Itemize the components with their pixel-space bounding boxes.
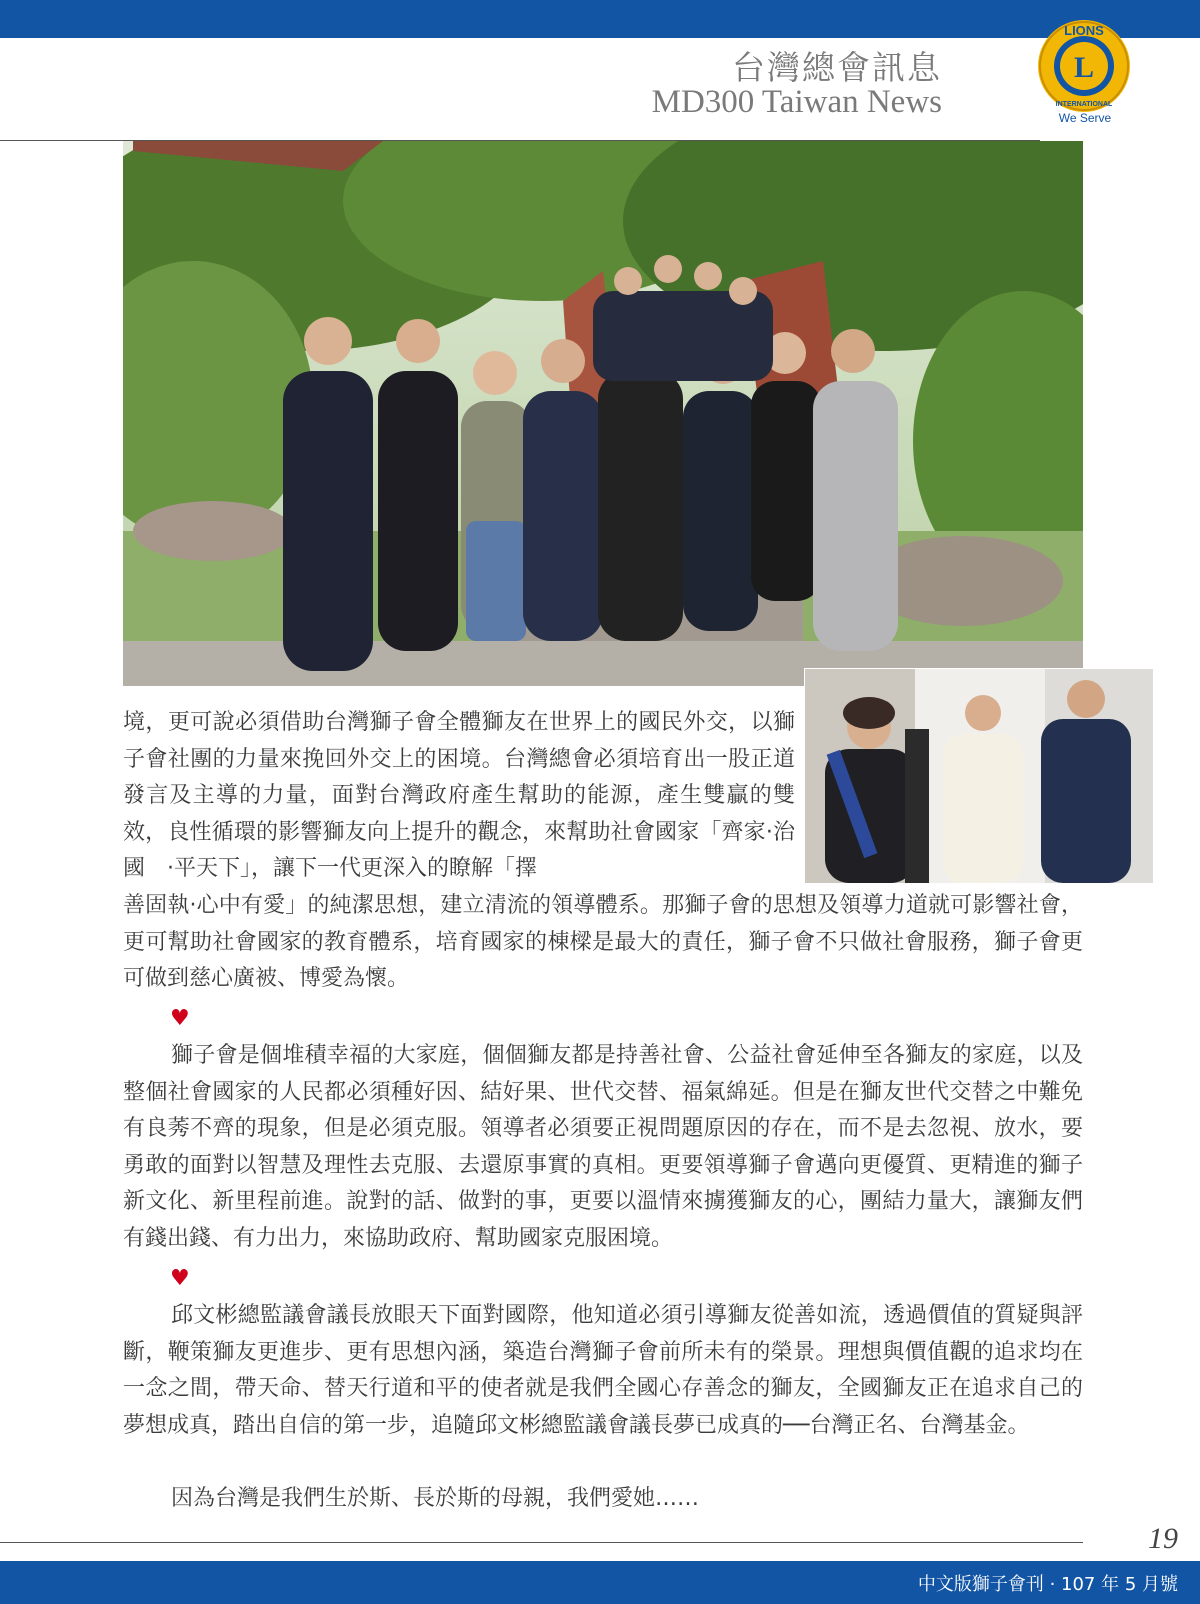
paragraph-1-continued: 善固執·心中有愛」的純潔思想，建立清流的領導體系。那獅子會的思想及領導力道就可影響社會，更可幫助社會國家的教育體系，培育國家的棟樑是最大的責任，獅子會不只做社會服務，獅子會更可做到慈心廣被、博愛為懷。 — [123, 893, 1083, 991]
three-people-photo-image — [804, 668, 1154, 884]
issue-label: 中文版獅子會刊 · 107 年 5 月號 — [917, 1574, 1178, 1595]
logo-text-top: LIONS — [1064, 23, 1104, 38]
logo-tagline: We Serve — [1058, 111, 1112, 125]
logo-letter: L — [1073, 51, 1095, 84]
top-banner — [0, 0, 1200, 38]
section-title-chinese: 台灣總會訊息 — [732, 48, 942, 87]
section-title-english: MD300 Taiwan News — [651, 84, 942, 120]
paragraph-1-wrapped: 境，更可說必須借助台灣獅子會全體獅友在世界上的國民外交，以獅子會社團的力量來挽回外交上的困境。台灣總會必須培育出一股正道發言及主導的力量，面對台灣政府產生幫助的能源，產生雙贏的雙效，良性循環的影響獅友向上提升的觀念，來幫助社會國家「齊家·治國 ·平天下」，讓下一代更深入的瞭解「擇 — [123, 710, 795, 881]
logo-text-bottom: INTERNATIONAL — [1055, 101, 1113, 108]
page-number: 19 — [1148, 1522, 1178, 1555]
paragraph-4: 因為台灣是我們生於斯、長於斯的母親，我們愛她…… — [171, 1486, 700, 1511]
heart-divider-icon: ♥ — [170, 1006, 190, 1031]
paragraph-2: 獅子會是個堆積幸福的大家庭，個個獅友都是持善社會、公益社會延伸至各獅友的家庭，以及整個社會國家的人民都必須種好因、結好果、世代交替、福氣綿延。但是在獅友世代交替之中難免有良莠不齊的現象，但是必須克服。領導者必須要正視問題原因的存在，而不是去忽視、放水，要勇敢的面對以智慧及理性去克服、去還原事實的真相。更要領導獅子會邁向更優質、更精進的獅子新文化、新里程前進。說對的話、做對的事，更要以溫情來擄獲獅友的心，團結力量大，讓獅友們有錢出錢、有力出力，來協助政府、幫助國家克服困境。 — [123, 1043, 1083, 1251]
paragraph-3: 邱文彬總監議會議長放眼天下面對國際，他知道必須引導獅友從善如流，透過價值的質疑與評斷，鞭策獅友更進步、更有思想內涵，築造台灣獅子會前所未有的榮景。理想與價值觀的追求均在一念之間，帶天命、替天行道和平的使者就是我們全國心存善念的獅友，全國獅友正在追求自己的夢想成真，踏出自信的第一步，追隨邱文彬總監議會議長夢已成真的──台灣正名、台灣基金。 — [123, 1303, 1083, 1438]
group-photo-image — [123, 141, 1083, 686]
heart-divider-icon-2: ♥ — [170, 1266, 190, 1291]
footer-divider — [0, 1542, 1083, 1543]
